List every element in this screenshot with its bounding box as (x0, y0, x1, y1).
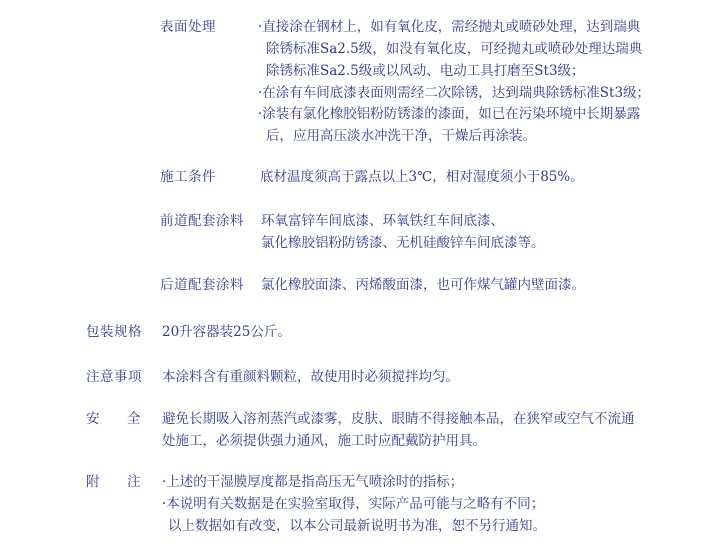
safety-line-2: 处施工，必须提供强力通风，施工时应配戴防护用具。 (162, 433, 486, 449)
surface-line-5: ·涂装有氯化橡胶铝粉防锈漆的漆面，如已在污染环境中长期暴露 (258, 106, 641, 122)
appendix-line-3: 以上数据如有改变，以本公司最新说明书为准，恕不另行通知。 (168, 518, 546, 534)
conditions-label: 施工条件 (160, 169, 216, 185)
subsequent-text: 氯化橡胶面漆、丙烯酸面漆，也可作煤气罐内壁面漆。 (261, 277, 585, 293)
packaging-label: 包装规格 (86, 324, 142, 340)
surface-treatment-label: 表面处理 (160, 19, 216, 35)
preceding-line-2: 氯化橡胶铝粉防锈漆、无机硅酸锌车间底漆等。 (261, 235, 545, 251)
appendix-label-b: 注 (127, 474, 141, 490)
safety-label-a: 安 (86, 411, 100, 427)
notes-label: 注意事项 (86, 369, 142, 385)
packaging-text: 20升容器装25公斤。 (162, 324, 291, 340)
surface-line-1: ·直接涂在钢材上，如有氧化皮，需经抛丸或喷砂处理，达到瑞典 (258, 19, 641, 35)
surface-line-3: 除锈标准Sa2.5级或以风动、电动工具打磨至St3级； (266, 63, 585, 79)
conditions-text: 底材温度须高于露点以上3℃，相对湿度须小于85%。 (260, 169, 584, 185)
surface-line-4: ·在涂有车间底漆表面则需经二次除锈，达到瑞典除锈标准St3级； (258, 85, 651, 101)
surface-line-2: 除锈标准Sa2.5级，如没有氧化皮，可经抛丸或喷砂处理达瑞典 (266, 41, 643, 57)
appendix-label-a: 附 (86, 474, 100, 490)
preceding-line-1: 环氧富锌车间底漆、环氧铁红车间底漆、 (261, 213, 504, 229)
surface-line-6: 后，应用高压淡水冲洗干净，干燥后再涂装。 (266, 128, 536, 144)
subsequent-coating-label: 后道配套涂料 (160, 277, 244, 293)
appendix-line-1: ·上述的干湿膜厚度都是指高压无气喷涂时的指标； (162, 474, 464, 490)
safety-label-b: 全 (127, 411, 141, 427)
safety-line-1: 避免长期吸入溶剂蒸汽或漆雾，皮肤、眼睛不得接触本品，在狭窄或空气不流通 (162, 411, 635, 427)
notes-text: 本涂料含有重颜料颗粒，故使用时必须搅拌均匀。 (162, 369, 459, 385)
appendix-line-2: ·本说明有关数据是在实验室取得，实际产品可能与之略有不同； (162, 496, 545, 512)
preceding-coating-label: 前道配套涂料 (160, 213, 244, 229)
